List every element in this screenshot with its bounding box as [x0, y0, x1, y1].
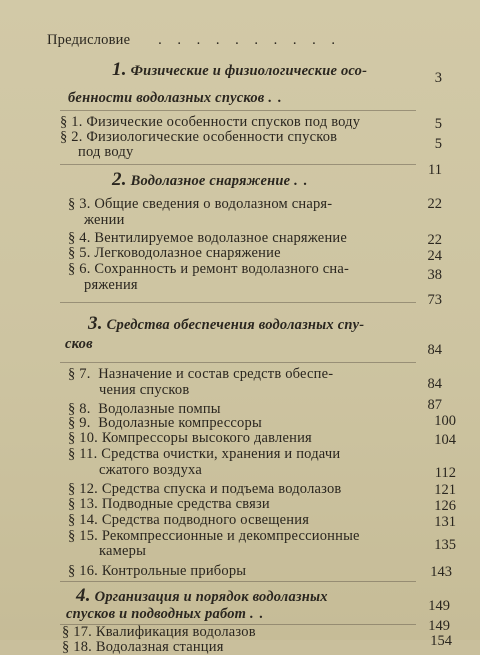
- toc-page: 22: [427, 232, 442, 248]
- toc-entry-cont: чения спусков: [99, 382, 190, 398]
- toc-entry: § 14. Средства подводного освещения: [68, 512, 310, 528]
- chapter-page: 149: [428, 598, 450, 614]
- toc-page: 22: [427, 196, 442, 212]
- toc-page: 135: [434, 537, 456, 553]
- chapter-end-page: 73: [427, 292, 442, 308]
- chapter-divider: [60, 581, 416, 582]
- chapter-2-title: 2. Водолазное снаряжение ..: [112, 169, 314, 190]
- toc-page: 154: [430, 633, 452, 649]
- toc-entry: § 9. Водолазные компрессоры: [68, 415, 262, 431]
- preface-title: Предисловие: [47, 32, 131, 48]
- toc-entry: § 1. Физические особенности спусков под воду: [60, 114, 361, 130]
- toc-page: 112: [434, 465, 456, 481]
- toc-entry: § 11. Средства очистки, хранения и подачи: [68, 446, 341, 462]
- chapter-1-title-cont: бенности водолазных спусков ..: [68, 90, 288, 106]
- leader-dots: . . . . . . . . . .: [158, 32, 341, 48]
- toc-page: 143: [430, 564, 452, 580]
- toc-page: 126: [434, 498, 456, 514]
- chapter-4-title: 4. Организация и порядок водолазных: [76, 585, 328, 606]
- toc-page: 5: [434, 136, 442, 152]
- toc-page: 5: [434, 116, 442, 132]
- toc-entry: § 17. Квалификация водолазов: [62, 624, 256, 640]
- chapter-3-title-cont: сков: [65, 336, 93, 352]
- preface-page: 3: [434, 70, 442, 86]
- toc-page: 131: [434, 514, 456, 530]
- toc-entry: § 12. Средства спуска и подъема водолазов: [68, 481, 342, 497]
- toc-entry: § 13. Подводные средства связи: [68, 496, 270, 512]
- chapter-divider: [60, 110, 416, 111]
- toc-entry: § 2. Физиологические особенности спусков: [60, 129, 338, 145]
- toc-page: 149: [428, 618, 450, 634]
- toc-entry: § 16. Контрольные приборы: [68, 563, 247, 579]
- toc-entry-cont: под воду: [78, 144, 134, 160]
- toc-entry: § 18. Водолазная станция: [62, 639, 224, 655]
- toc-page: 104: [434, 432, 456, 448]
- toc-entry-cont: ряжения: [84, 277, 138, 293]
- toc-entry-cont: жении: [84, 212, 125, 228]
- toc-page: 24: [427, 248, 442, 264]
- toc-entry-cont: сжатого воздуха: [99, 462, 202, 478]
- toc-entry: § 3. Общие сведения о водолазном снаря-: [68, 196, 333, 212]
- toc-entry-cont: камеры: [99, 543, 147, 559]
- preface-entry: [47, 32, 341, 48]
- toc-entry: § 6. Сохранность и ремонт водолазного сна-: [68, 261, 349, 277]
- toc-entry: § 4. Вентилируемое водолазное снаряжение: [68, 230, 347, 246]
- toc-page: 121: [434, 482, 456, 498]
- toc-entry: § 7. Назначение и состав средств обеспе-: [68, 366, 334, 382]
- toc-entry: § 10. Компрессоры высокого давления: [68, 430, 312, 446]
- toc-page: 84: [427, 376, 442, 392]
- toc-page: 87: [427, 397, 442, 413]
- chapter-divider: [60, 164, 416, 165]
- toc-page: 100: [434, 413, 456, 429]
- toc-page: 38: [427, 267, 442, 283]
- chapter-page: 84: [427, 342, 442, 358]
- toc-entry: § 5. Легководолазное снаряжение: [68, 245, 281, 261]
- chapter-3-title: 3. Средства обеспечения водолазных спу-: [88, 313, 365, 334]
- chapter-1-title: 1. Физические и физиологические осо-: [112, 59, 368, 80]
- chapter-divider: [60, 302, 416, 303]
- toc-entry: § 8. Водолазные помпы: [68, 401, 221, 417]
- chapter-divider: [60, 362, 416, 363]
- toc-entry: § 15. Рекомпрессионные и декомпрессионные: [68, 528, 360, 544]
- chapter-4-title-cont: спусков и подводных работ ..: [66, 606, 270, 622]
- chapter-end-page: 11: [428, 162, 442, 178]
